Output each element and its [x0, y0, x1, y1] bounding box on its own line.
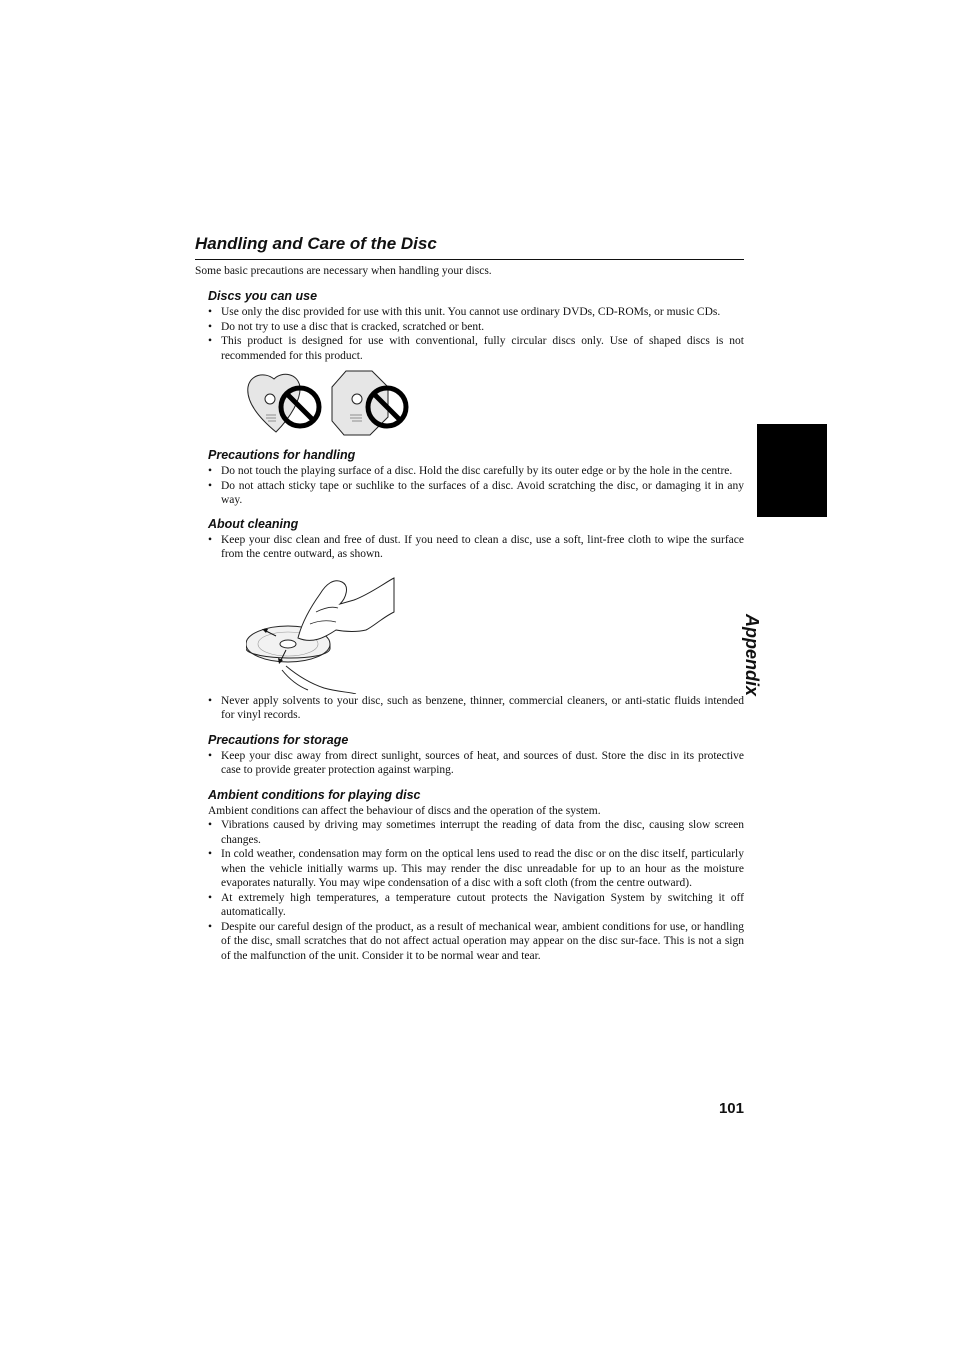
- page-title: Handling and Care of the Disc: [195, 234, 437, 253]
- list-item: • Despite our careful design of the product, as a result of mechanical wear, ambient conditions for use, or handling of the disc, small scratches that do not affect actual operation may appear on the disc sur-face. This is not a sign of the malfunction of the unit. Consider it to be normal wear and tear.: [208, 920, 744, 964]
- section-heading: Discs you can use: [208, 289, 318, 303]
- bullet-list: [208, 818, 744, 963]
- section-intro: Ambient conditions can affect the behaviour of discs and the operation of the system.: [208, 804, 601, 817]
- chapter-tab: [757, 424, 827, 517]
- list-item: • This product is designed for use with conventional, fully circular discs only. Use of shaped discs is not recommended for this product.: [208, 334, 744, 363]
- title-rule: [195, 259, 744, 260]
- cloth-hand-icon: [298, 578, 394, 640]
- bullet-list: [208, 533, 744, 562]
- disc-cleaning-illustration: [246, 572, 396, 694]
- list-item: • Vibrations caused by driving may sometimes interrupt the reading of data from the disc, causing slow screen changes.: [208, 818, 744, 847]
- bullet-list: [208, 694, 744, 723]
- section-heading: Precautions for storage: [208, 732, 349, 747]
- list-item: • Do not try to use a disc that is cracked, scratched or bent.: [208, 320, 744, 335]
- bullet-list: [208, 464, 744, 508]
- section-heading: About cleaning: [208, 516, 299, 531]
- list-item: • Use only the disc provided for use with this unit. You cannot use ordinary DVDs, CD-ROMs, or music CDs.: [208, 305, 744, 320]
- section-ambient-conditions: [208, 787, 744, 964]
- bullet-list: [208, 305, 744, 363]
- bullet-list: [208, 749, 744, 778]
- chapter-tab-label: [742, 520, 792, 697]
- content: [208, 288, 744, 963]
- chapter-label-text: Appendix: [742, 614, 762, 697]
- section-precautions-for-handling: [208, 447, 744, 508]
- section-discs-you-can-use: [208, 288, 744, 439]
- list-item: • Keep your disc clean and free of dust. If you need to clean a disc, use a soft, lint-free cloth to wipe the surface from the centre outward, as shown.: [208, 533, 744, 562]
- section-precautions-for-storage: [208, 732, 744, 778]
- section-heading: Precautions for handling: [208, 448, 356, 462]
- list-item: • Never apply solvents to your disc, such as benzene, thinner, commercial cleaners, or anti-static fluids intended for vinyl records.: [208, 694, 744, 723]
- shaped-discs-prohibited-illustration: [246, 369, 416, 439]
- section-heading: Ambient conditions for playing disc: [208, 787, 421, 802]
- list-item: • In cold weather, condensation may form on the optical lens used to read the disc or on the disc itself, particularly when the vehicle initially warms up. This may render the disc unreadable for up to an hour as the moisture evaporates naturally. You may wipe condensation of a disc with a soft cloth (from the centre outward).: [208, 847, 744, 891]
- list-item: • Keep your disc away from direct sunlight, sources of heat, and sources of dust. Store the disc in its protective case to provide greater protection against warping.: [208, 749, 744, 778]
- list-item: • Do not touch the playing surface of a disc. Hold the disc carefully by its outer edge or by the hole in the centre.: [208, 464, 744, 479]
- list-item: • Do not attach sticky tape or suchlike to the surfaces of a disc. Avoid scratching the disc, or damaging it in any way.: [208, 479, 744, 508]
- page-number: 101: [718, 1100, 744, 1117]
- list-item: • At extremely high temperatures, a temperature cutout protects the Navigation System by switching it off automatically.: [208, 891, 744, 920]
- intro-text: Some basic precautions are necessary when handling your discs.: [195, 265, 492, 277]
- section-about-cleaning: [208, 516, 744, 723]
- hand-holding-disc-icon: [282, 666, 356, 694]
